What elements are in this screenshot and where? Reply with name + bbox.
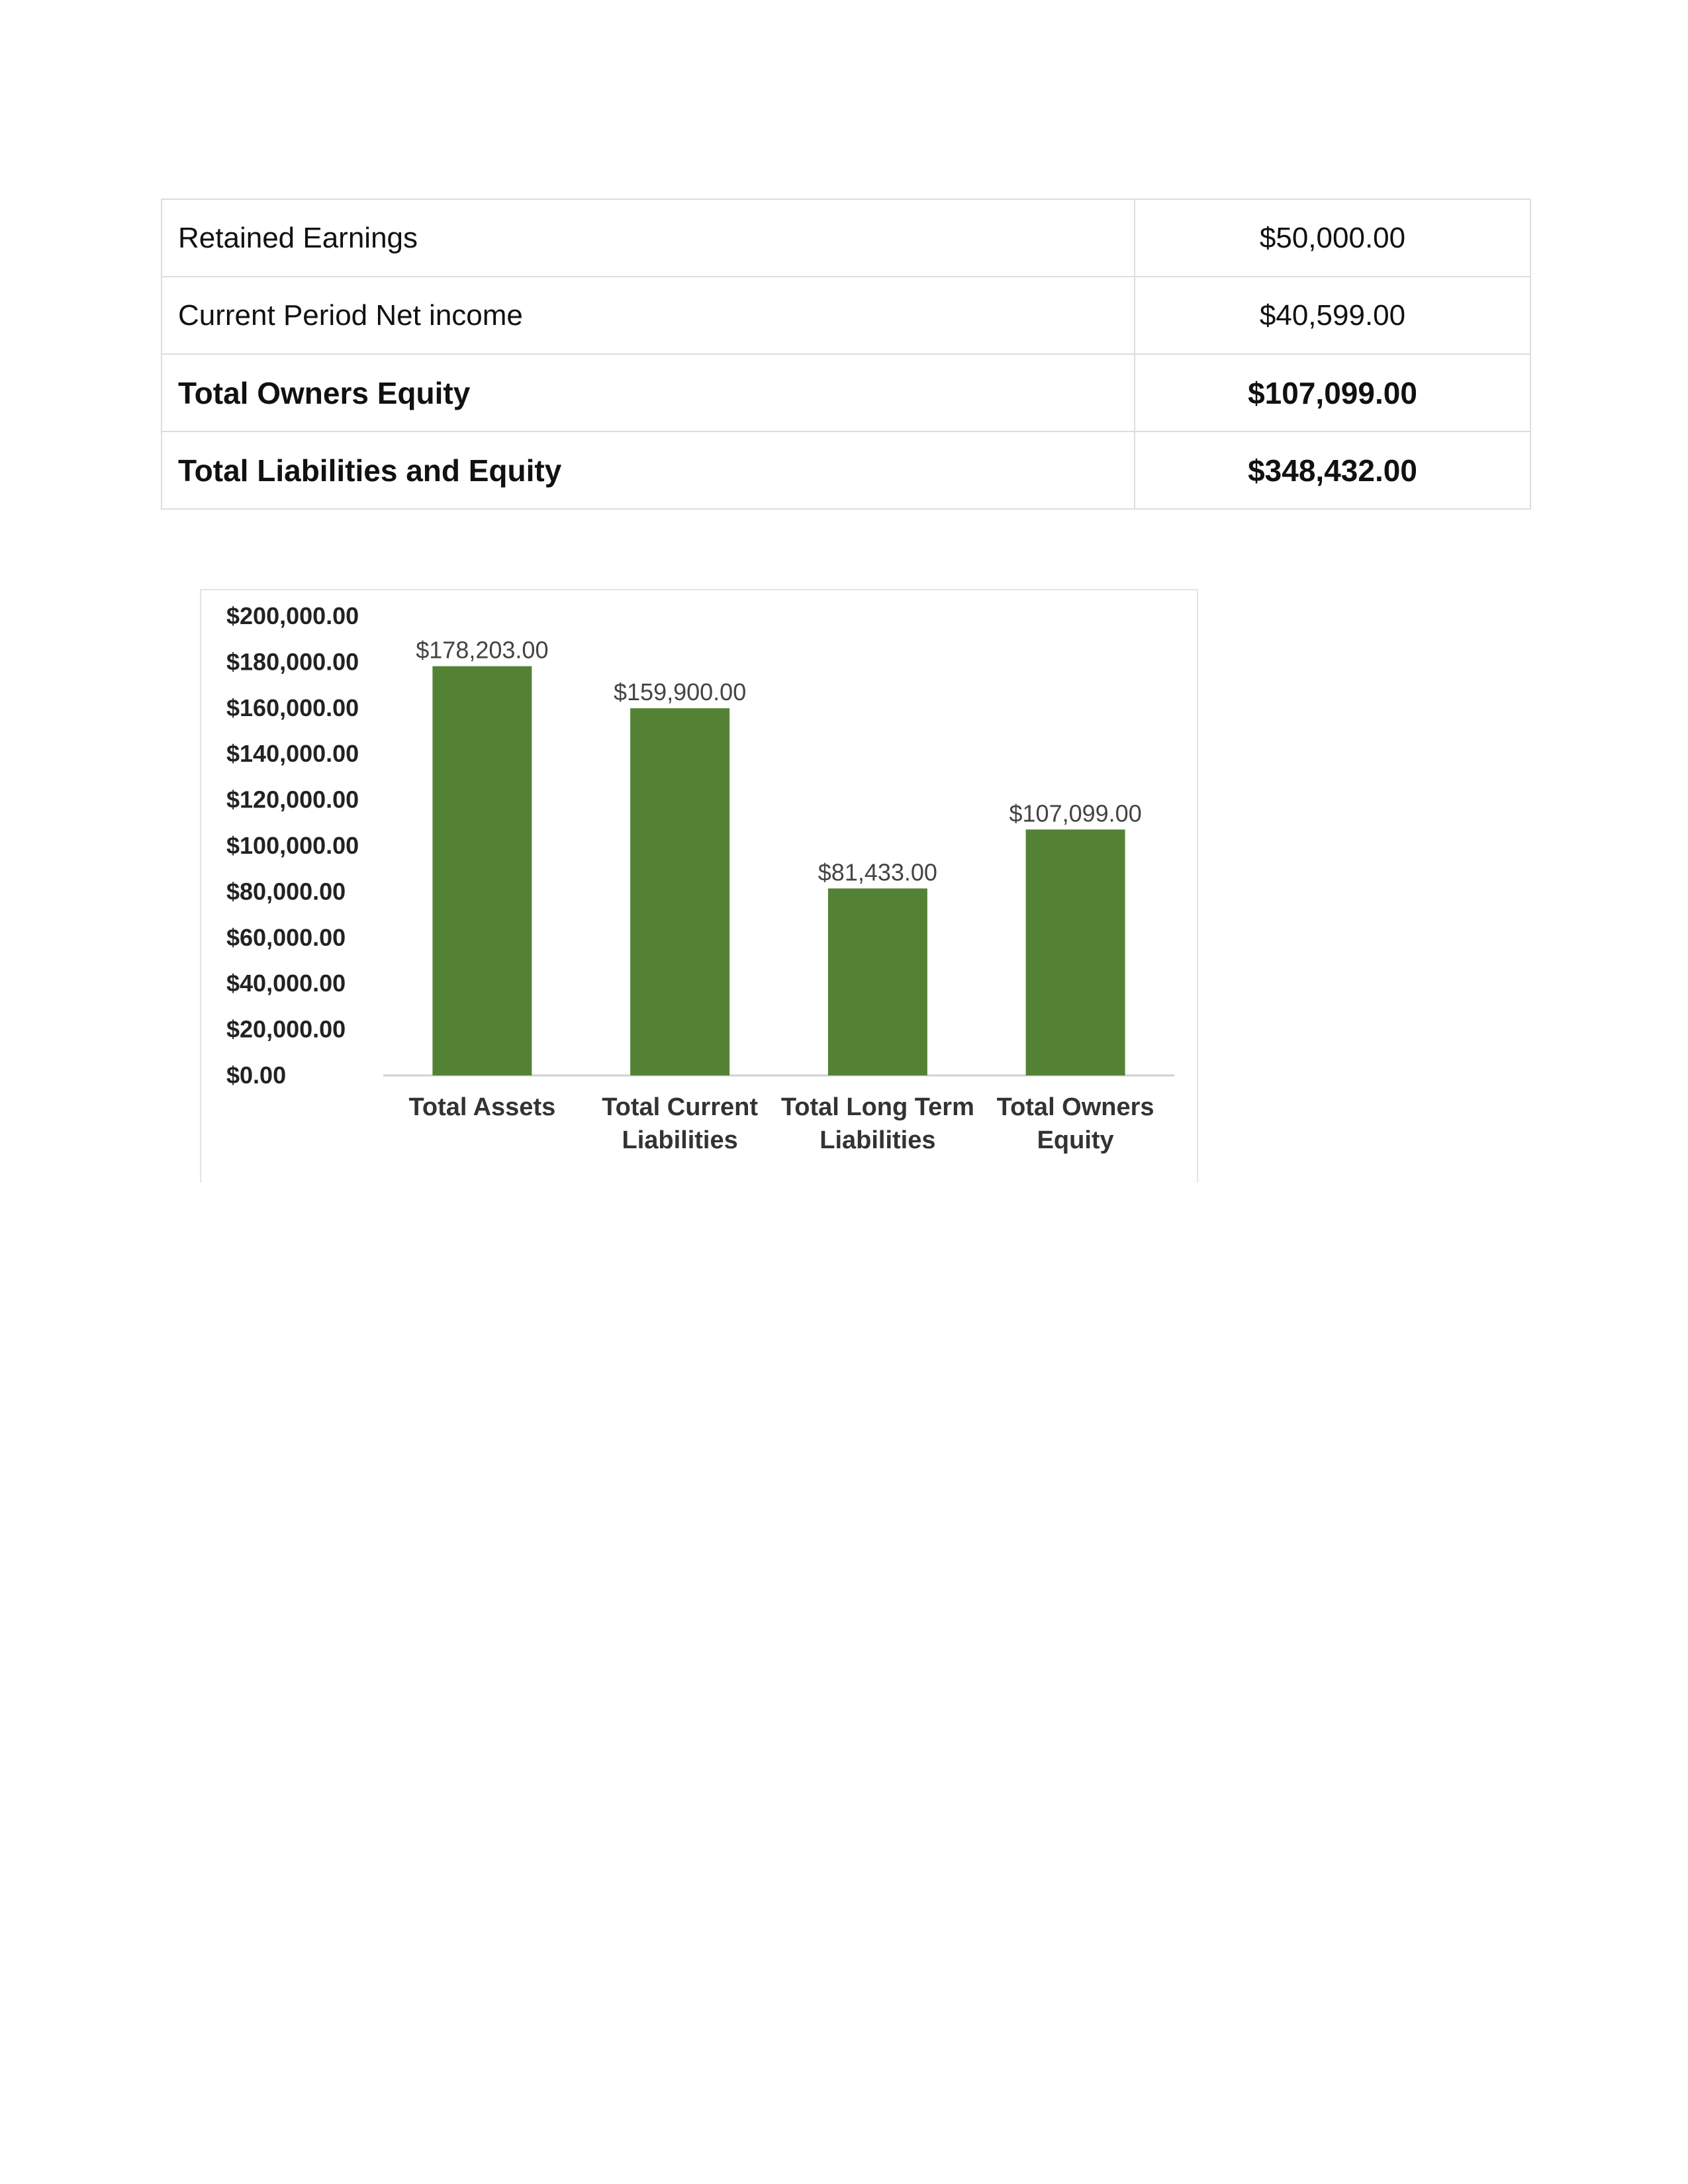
bar-value-label: $159,900.00 [614, 678, 747, 706]
row-label: Total Owners Equity [162, 354, 1135, 432]
bar-value-label: $81,433.00 [818, 858, 937, 886]
y-tick-label: $200,000.00 [226, 602, 359, 629]
y-tick-label: $60,000.00 [226, 923, 346, 951]
x-tick-label: Total Owners [996, 1093, 1154, 1121]
table-row [162, 432, 1530, 509]
row-label: Current Period Net income [162, 277, 1135, 354]
x-tick-label: Liabilities [820, 1126, 936, 1154]
row-value: $107,099.00 [1135, 354, 1530, 432]
row-value: $40,599.00 [1135, 277, 1530, 354]
row-value: $50,000.00 [1135, 199, 1530, 277]
table-row [162, 199, 1530, 277]
balance-sheet-table [161, 199, 1531, 510]
x-tick-label: Total Current [602, 1093, 758, 1121]
table-row [162, 277, 1530, 354]
bar-chart [200, 589, 1198, 1183]
bar [1026, 829, 1125, 1075]
y-tick-label: $120,000.00 [226, 786, 359, 813]
x-tick-label: Equity [1037, 1126, 1114, 1154]
bar-value-label: $178,203.00 [416, 636, 549, 664]
y-tick-label: $160,000.00 [226, 694, 359, 721]
x-tick-label: Liabilities [622, 1126, 738, 1154]
y-tick-label: $40,000.00 [226, 970, 346, 997]
bar [432, 666, 532, 1075]
bar-value-label: $107,099.00 [1009, 799, 1142, 827]
row-value: $348,432.00 [1135, 432, 1530, 509]
y-tick-label: $180,000.00 [226, 648, 359, 676]
x-tick-label: Total Assets [408, 1093, 556, 1121]
bar [828, 888, 927, 1075]
y-tick-label: $100,000.00 [226, 832, 359, 859]
y-tick-label: $80,000.00 [226, 878, 346, 905]
row-label: Retained Earnings [162, 199, 1135, 277]
y-tick-label: $20,000.00 [226, 1015, 346, 1043]
bar [630, 708, 729, 1075]
x-tick-label: Total Long Term [780, 1093, 974, 1121]
row-label: Total Liabilities and Equity [162, 432, 1135, 509]
y-tick-label: $0.00 [226, 1062, 287, 1089]
chart-svg [201, 590, 1197, 1183]
table-row [162, 354, 1530, 432]
y-tick-label: $140,000.00 [226, 740, 359, 768]
